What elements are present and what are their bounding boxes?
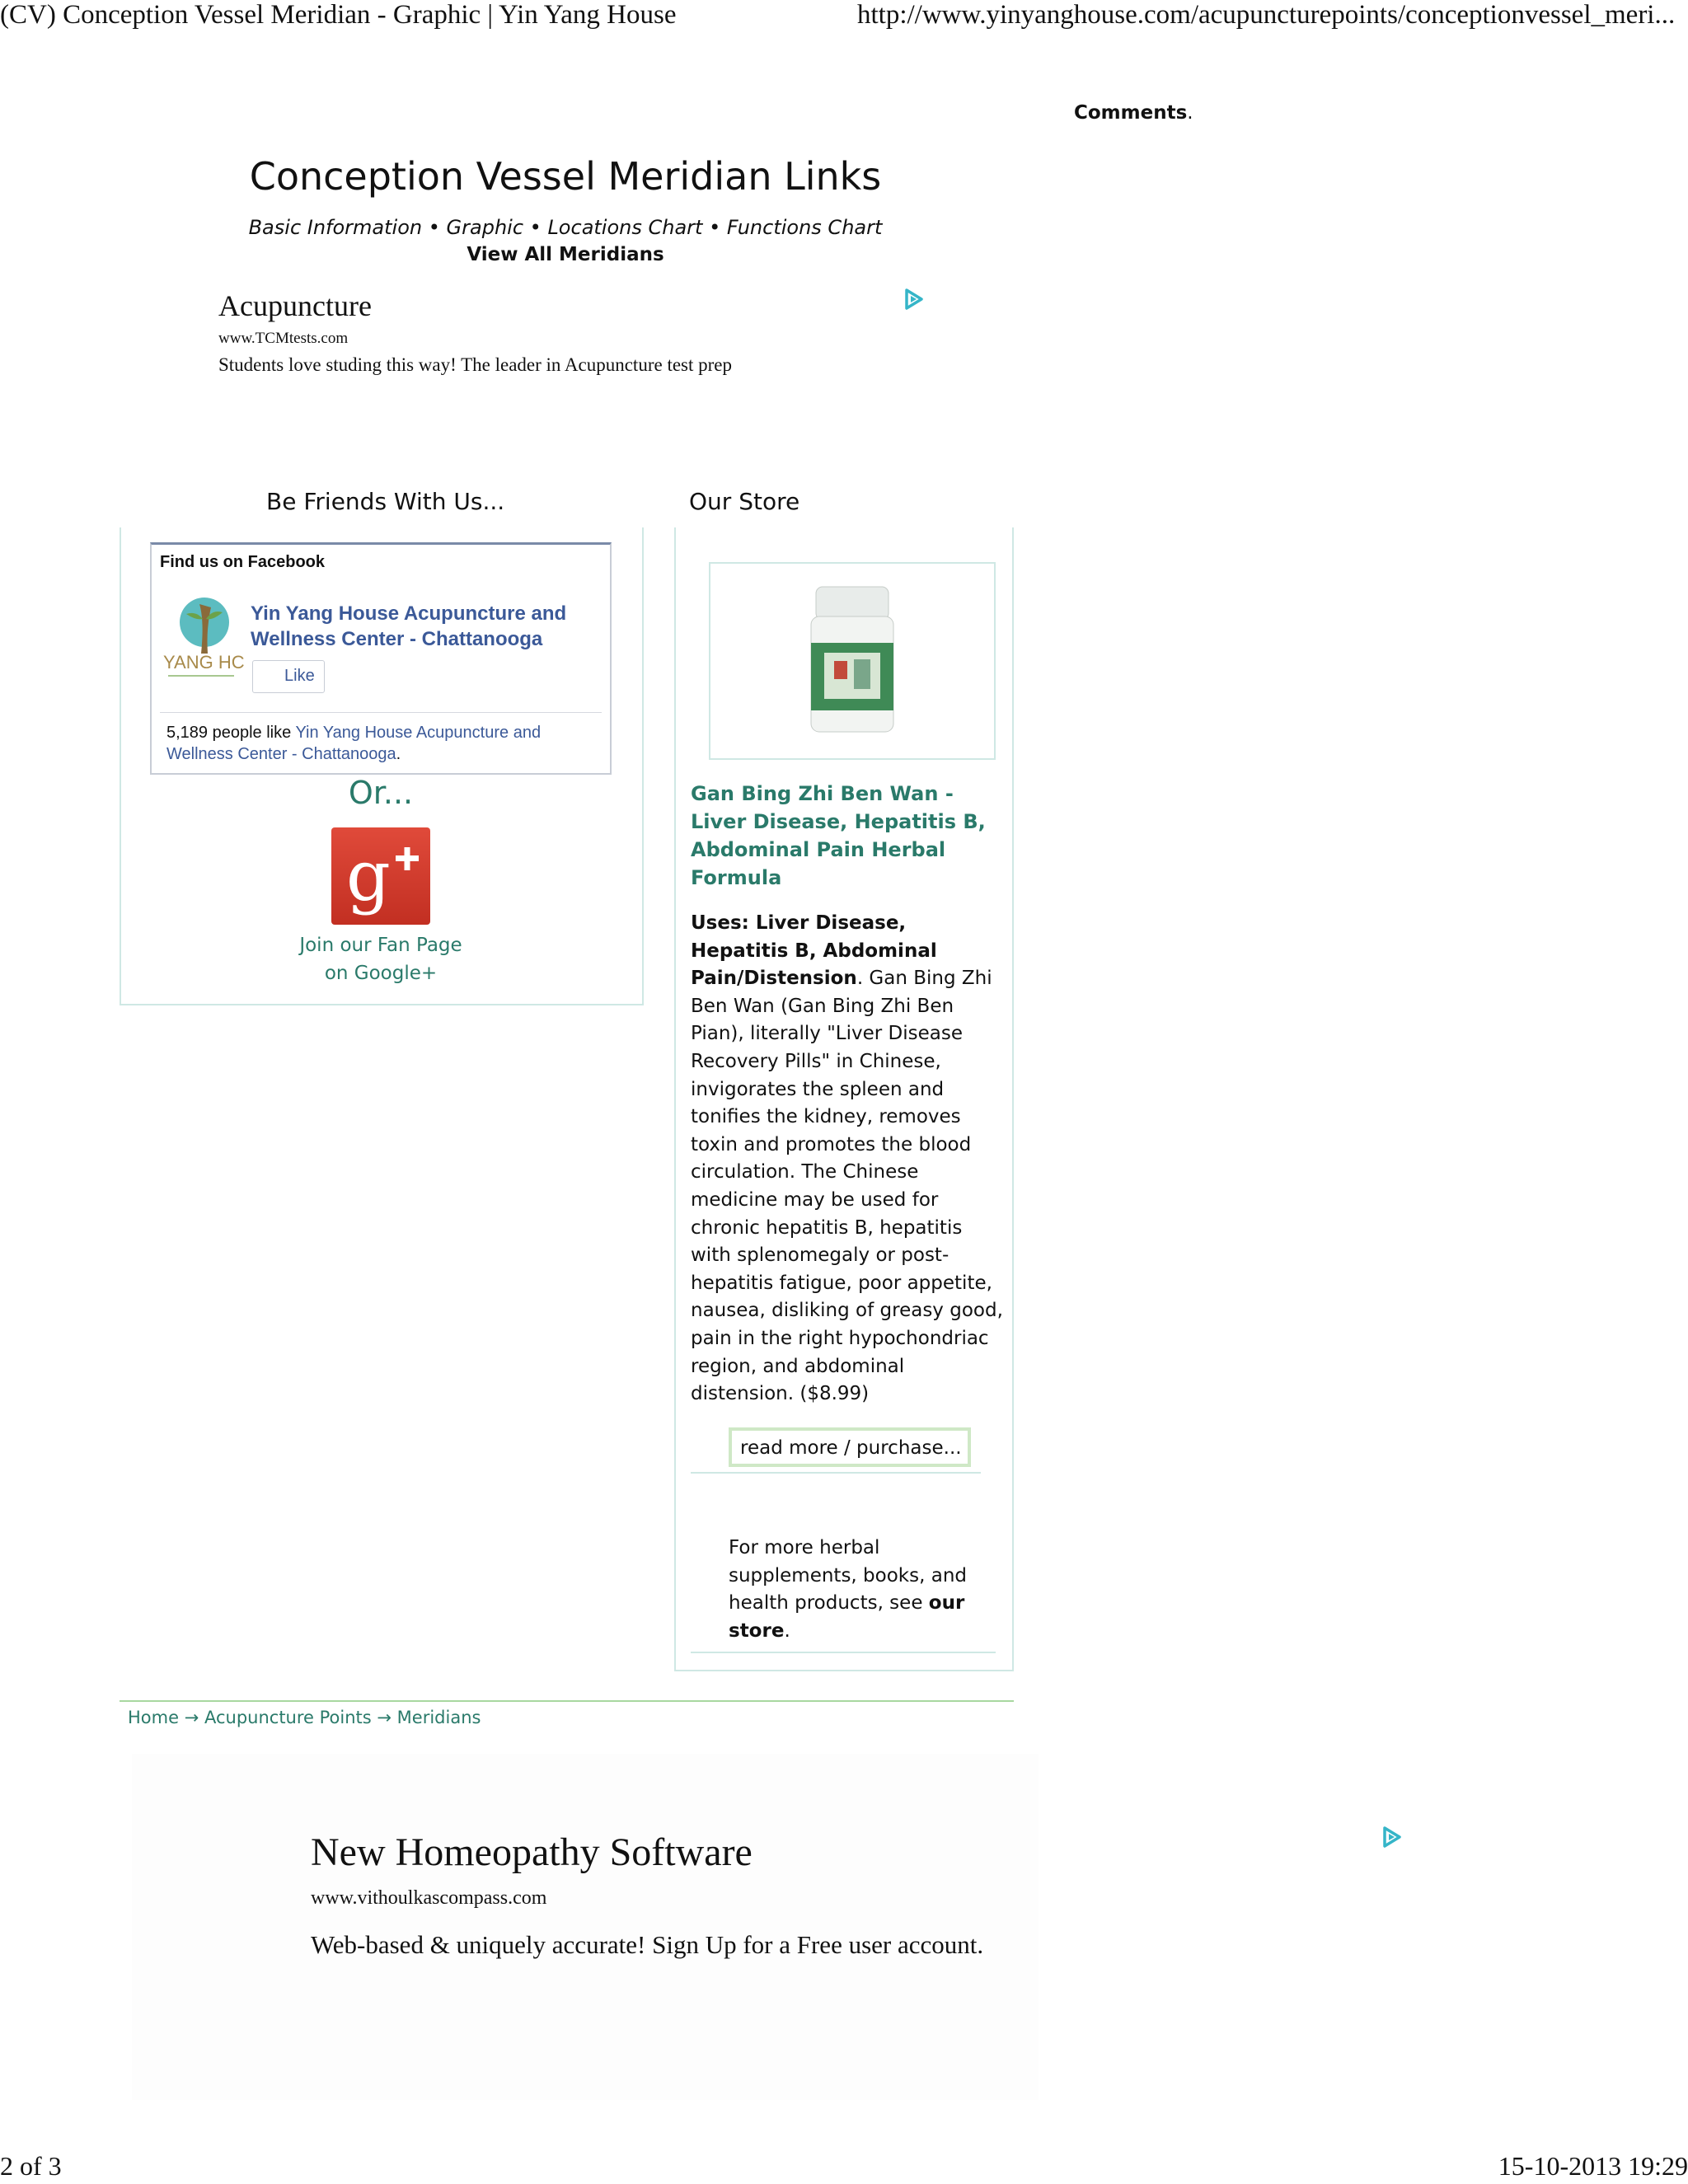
- breadcrumb-divider: [120, 1700, 1014, 1702]
- adchoices-icon[interactable]: [902, 287, 926, 312]
- meridian-links-title: Conception Vessel Meridian Links: [249, 154, 882, 199]
- ad2-url[interactable]: www.vithoulkascompass.com: [311, 1887, 547, 1909]
- store-heading: Our Store: [689, 488, 800, 515]
- store-divider: [691, 1652, 996, 1653]
- read-more-purchase-button[interactable]: read more / purchase...: [729, 1427, 971, 1467]
- ad2-container: [132, 1754, 1039, 2100]
- breadcrumb-separator: →: [371, 1708, 397, 1727]
- facebook-like-button[interactable]: [252, 660, 325, 693]
- adchoices-icon[interactable]: [1380, 1825, 1404, 1849]
- product-uses-label: Uses: Liver Disease, Hepatitis B, Abdominal Pain/Distension: [691, 912, 937, 990]
- herbal-bottle-icon: [710, 564, 994, 758]
- google-plus-glyph: [331, 827, 430, 925]
- google-plus-icon[interactable]: [331, 827, 430, 925]
- print-header-url: http://www.yinyanghouse.com/acupuncturepoints/conceptionvessel_meri...: [857, 0, 1676, 30]
- comments-suffix: .: [1187, 102, 1193, 124]
- like-count-suffix: .: [396, 745, 401, 763]
- view-all-meridians-link[interactable]: View All Meridians: [467, 244, 664, 265]
- breadcrumb: [128, 1708, 481, 1727]
- meridian-links-nav: [0, 216, 1131, 239]
- print-footer-datetime: 15-10-2013 19:29: [1498, 2151, 1688, 2181]
- ad1-url[interactable]: www.TCMtests.com: [218, 330, 349, 347]
- product-title-link[interactable]: Gan Bing Zhi Ben Wan - Liver Disease, Hepatitis B, Abdominal Pain Herbal Formula: [691, 782, 986, 889]
- comments-line: [1074, 102, 1193, 124]
- google-plus-fan-page-link[interactable]: [150, 931, 612, 987]
- logo-text: YANG HC: [163, 652, 245, 673]
- link-locations-chart[interactable]: Locations Chart: [547, 216, 703, 239]
- gplus-label-line1: Join our Fan Page: [299, 935, 462, 956]
- logo-underline: [168, 675, 234, 677]
- nav-separator: •: [422, 216, 447, 239]
- like-label: Like: [284, 667, 315, 685]
- ad2-text[interactable]: Web-based & uniquely accurate! Sign Up for a Free user account.: [311, 1930, 984, 1959]
- product-description: [691, 910, 1008, 1408]
- store-more-sentence: For more herbal supplements, books, and health products, see: [729, 1537, 967, 1615]
- facebook-divider: [160, 712, 602, 713]
- link-graphic[interactable]: Graphic: [446, 216, 524, 239]
- ad1-text[interactable]: Students love studing this way! The leader in Acupuncture test prep: [218, 354, 732, 375]
- friends-heading: Be Friends With Us...: [266, 488, 505, 515]
- print-header-title: (CV) Conception Vessel Meridian - Graphic | Yin Yang House: [0, 0, 677, 30]
- breadcrumb-meridians[interactable]: Meridians: [396, 1708, 481, 1727]
- our-store-link[interactable]: our store: [729, 1592, 965, 1642]
- ad1-title[interactable]: Acupuncture: [218, 289, 372, 322]
- breadcrumb-separator: →: [179, 1708, 204, 1727]
- or-text: Or...: [348, 775, 414, 811]
- svg-text:g: g: [346, 836, 391, 916]
- store-more-text: [729, 1535, 984, 1645]
- nav-separator: •: [702, 216, 727, 239]
- product-description-text: . Gan Bing Zhi Ben Wan (Gan Bing Zhi Ben Pian), literally "Liver Disease Recovery Pills" in Chinese, invigorates the spleen and tonifies the kidney, removes toxin and promotes the blood circulation. The Chinese medicine may be used for chronic hepatitis B, hepatitis with splenomegaly or post-hepatitis fatigue, poor appetite, nausea, disliking of greasy good, pain in the right hypochondriac region, and abdominal distension. ($8.99): [691, 968, 1003, 1405]
- facebook-like-count: [166, 722, 579, 765]
- like-count-text: 5,189 people like: [166, 724, 292, 742]
- ad2-title[interactable]: New Homeopathy Software: [311, 1830, 753, 1874]
- facebook-widget-header: Find us on Facebook: [160, 553, 326, 571]
- store-more-suffix: .: [784, 1619, 790, 1642]
- facebook-page-name-link[interactable]: Yin Yang House Acupuncture and Wellness Center - Chattanooga: [251, 602, 567, 650]
- product-divider: [691, 1472, 981, 1474]
- link-functions-chart[interactable]: Functions Chart: [726, 216, 883, 239]
- comments-link[interactable]: Comments: [1074, 102, 1188, 124]
- breadcrumb-acupuncture-points[interactable]: Acupuncture Points: [204, 1708, 372, 1727]
- gplus-label-line2: on Google+: [324, 963, 438, 984]
- facebook-widget: [150, 542, 612, 775]
- print-footer-page: 2 of 3: [0, 2151, 62, 2181]
- breadcrumb-home[interactable]: Home: [128, 1708, 180, 1727]
- link-basic-information[interactable]: Basic Information: [248, 216, 423, 239]
- facebook-page-link[interactable]: Yin Yang House Acupuncture and Wellness Center - Chattanooga: [166, 724, 542, 763]
- nav-separator: •: [523, 216, 548, 239]
- product-image[interactable]: [709, 562, 996, 760]
